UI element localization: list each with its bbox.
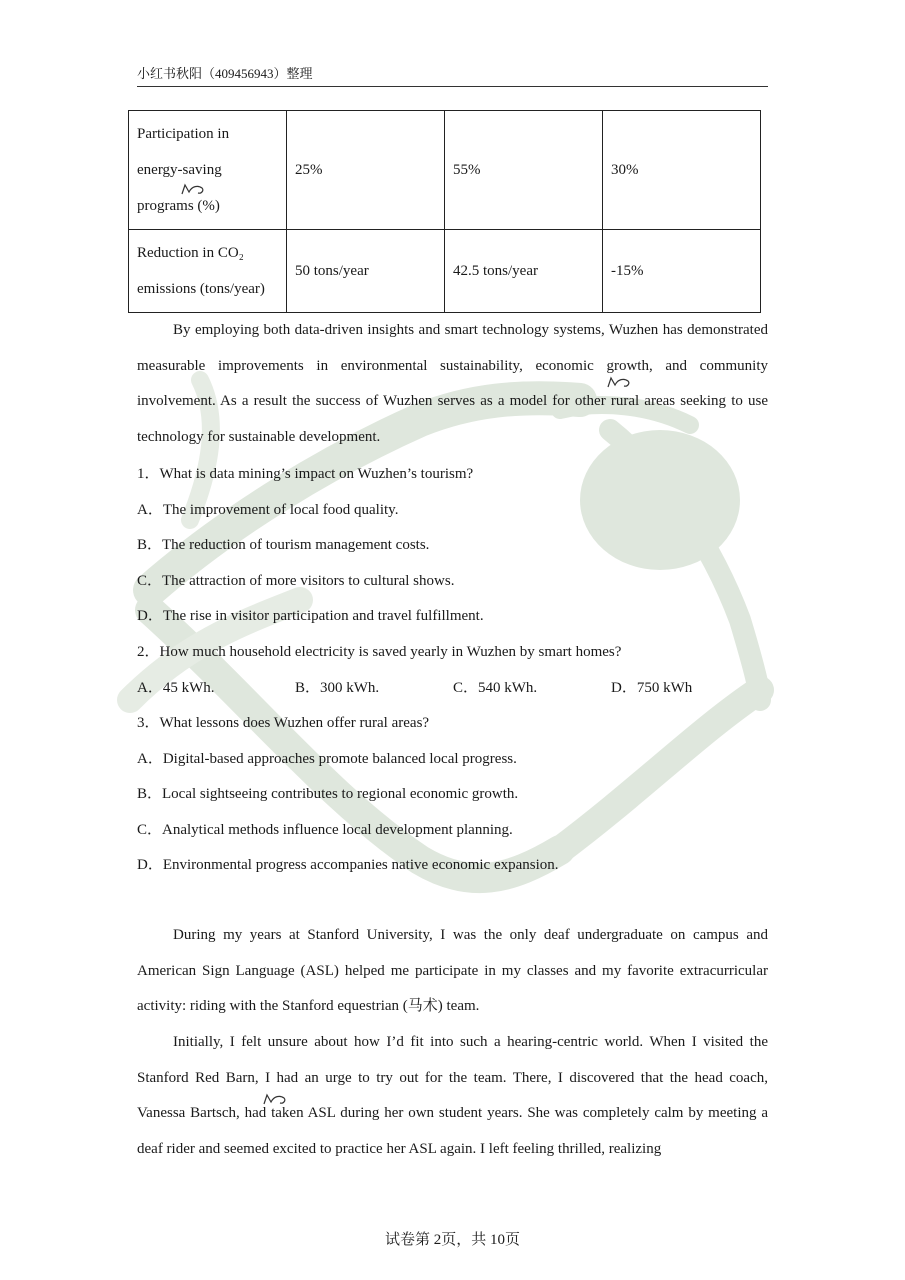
question-2-options (137, 678, 777, 698)
cell-value: 30% (603, 111, 761, 230)
question-2-option-b: B．300 kWh. (295, 680, 380, 696)
question-3-option-a: A．Digital-based approaches promote balanced local progress. (137, 751, 517, 767)
page-header: 小红书秋阳（409456943）整理 (137, 64, 768, 87)
question-1-option-b: B．The reduction of tourism management costs. (137, 537, 430, 553)
passage-a-conclusion: By employing both data-driven insights and smart technology systems, Wuzhen has demonstrated measurable improvements in environmental sustainability, economic growth, and community involvement. As a result the success of Wuzhen serves as a model for other rural areas seeking to use technology for sustainable development. (137, 322, 768, 445)
question-1-option-a: A．The improvement of local food quality. (137, 502, 399, 518)
passage-b-paragraph-2: Initially, I felt unsure about how I’d fit into such a hearing-centric world. When I visited the Stanford Red Barn, I had an urge to try out for the team. There, I discovered that the head coach, Vanessa Bartsch, had taken ASL during her own student years. She was completely calm by meeting a deaf rider and seemed excited to practice her ASL again. I left feeling thrilled, realizing (137, 1034, 768, 1157)
cell-value: 42.5 tons/year (445, 230, 603, 313)
page-footer: 试卷第 2页，共 10页 (384, 1232, 520, 1248)
question-2-option-d: D．750 kWh (611, 680, 693, 696)
cell-value: -15% (603, 230, 761, 313)
pen-mark-icon (262, 1092, 290, 1108)
question-1-option-d: D．The rise in visitor participation and travel fulfillment. (137, 608, 484, 624)
question-3-option-d: D．Environmental progress accompanies native economic expansion. (137, 857, 559, 873)
row-label: Participation in energy-saving programs (%) (129, 111, 287, 230)
cell-value: 25% (287, 111, 445, 230)
cell-value: 50 tons/year (287, 230, 445, 313)
question-3-option-b: B．Local sightseeing contributes to regional economic growth. (137, 786, 519, 802)
pen-mark-icon (180, 182, 208, 198)
question-1-stem: 1．What is data mining’s impact on Wuzhen’s tourism? (137, 466, 474, 482)
table-row (129, 230, 761, 313)
row-label: Reduction in CO₂ emissions (tons/year) (129, 230, 287, 313)
question-1-option-c: C．The attraction of more visitors to cultural shows. (137, 573, 455, 589)
cell-value: 55% (445, 111, 603, 230)
question-3-option-c: C．Analytical methods influence local development planning. (137, 822, 513, 838)
question-2-stem: 2．How much household electricity is saved yearly in Wuzhen by smart homes? (137, 644, 622, 660)
question-2-option-c: C．540 kWh. (453, 680, 538, 696)
passage-b-paragraph-1: During my years at Stanford University, I was the only deaf undergraduate on campus and American Sign Language (ASL) helped me participate in my classes and my favorite extracurricular activity: riding with the Stanford equestrian (马术) team. (137, 927, 768, 1014)
data-table (128, 110, 761, 313)
question-2-option-a: A．45 kWh. (137, 680, 215, 696)
question-3-stem: 3．What lessons does Wuzhen offer rural areas? (137, 715, 430, 731)
pen-mark-icon (606, 375, 634, 391)
table-row (129, 111, 761, 230)
